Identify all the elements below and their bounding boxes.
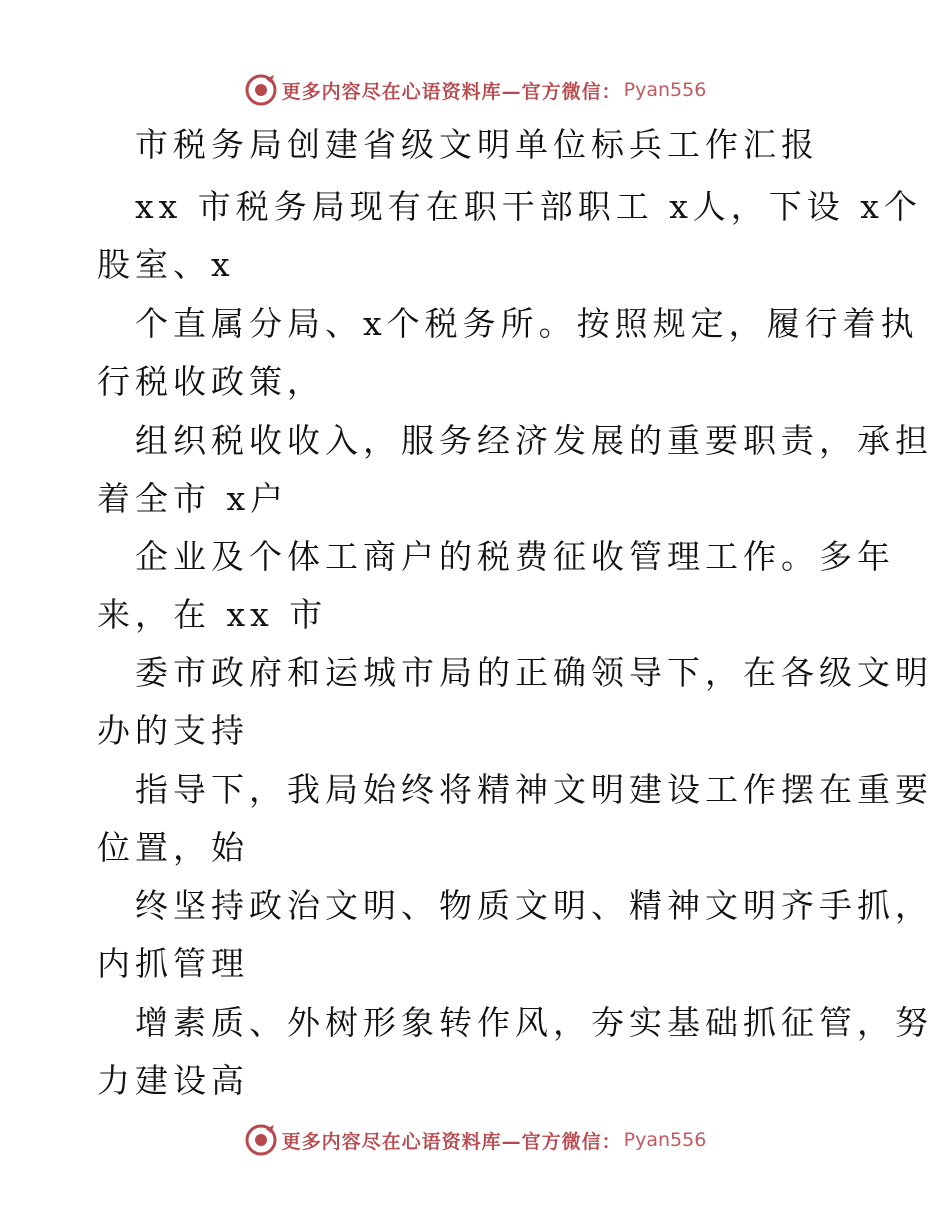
header-banner xyxy=(0,70,950,110)
text-line: xx 市税务局现有在职干部职工 x人，下设 x个 xyxy=(135,187,922,226)
text-line: 力建设高 xyxy=(97,1061,249,1100)
footer-banner xyxy=(0,1120,950,1160)
text-line: 来，在 xx 市 xyxy=(97,595,328,634)
text-line: 办的支持 xyxy=(97,711,249,750)
banner-wechat-id: Pyan556 xyxy=(623,79,707,101)
banner-text: 更多内容尽在心语资料库—官方微信： xyxy=(281,1130,622,1153)
text-line: 行税收政策， xyxy=(97,362,325,401)
text-line: 企业及个体工商户的税费征收管理工作。多年 xyxy=(135,537,895,576)
text-line: 位置，始 xyxy=(97,828,249,867)
text-line: 组织税收收入，服务经济发展的重要职责，承担 xyxy=(135,421,933,460)
document-title: 市税务局创建省级文明单位标兵工作汇报 xyxy=(135,125,819,164)
text-line: 内抓管理 xyxy=(97,944,249,983)
text-line: 个直属分局、x个税务所。按照规定，履行着执 xyxy=(135,304,919,343)
logo-icon xyxy=(244,73,278,107)
text-line: 增素质、外树形象转作风，夯实基础抓征管，努 xyxy=(135,1003,933,1042)
text-line: 着全市 x户 xyxy=(97,479,289,518)
text-line: 委市政府和运城市局的正确领导下，在各级文明 xyxy=(135,653,933,692)
text-line: 指导下，我局始终将精神文明建设工作摆在重要 xyxy=(135,770,933,809)
banner-text: 更多内容尽在心语资料库—官方微信： xyxy=(281,80,622,103)
banner-wechat-id: Pyan556 xyxy=(623,1129,707,1151)
text-line: 终坚持政治文明、物质文明、精神文明齐手抓， xyxy=(135,886,933,925)
logo-icon xyxy=(244,1123,278,1157)
text-line: 股室、x xyxy=(97,245,235,284)
